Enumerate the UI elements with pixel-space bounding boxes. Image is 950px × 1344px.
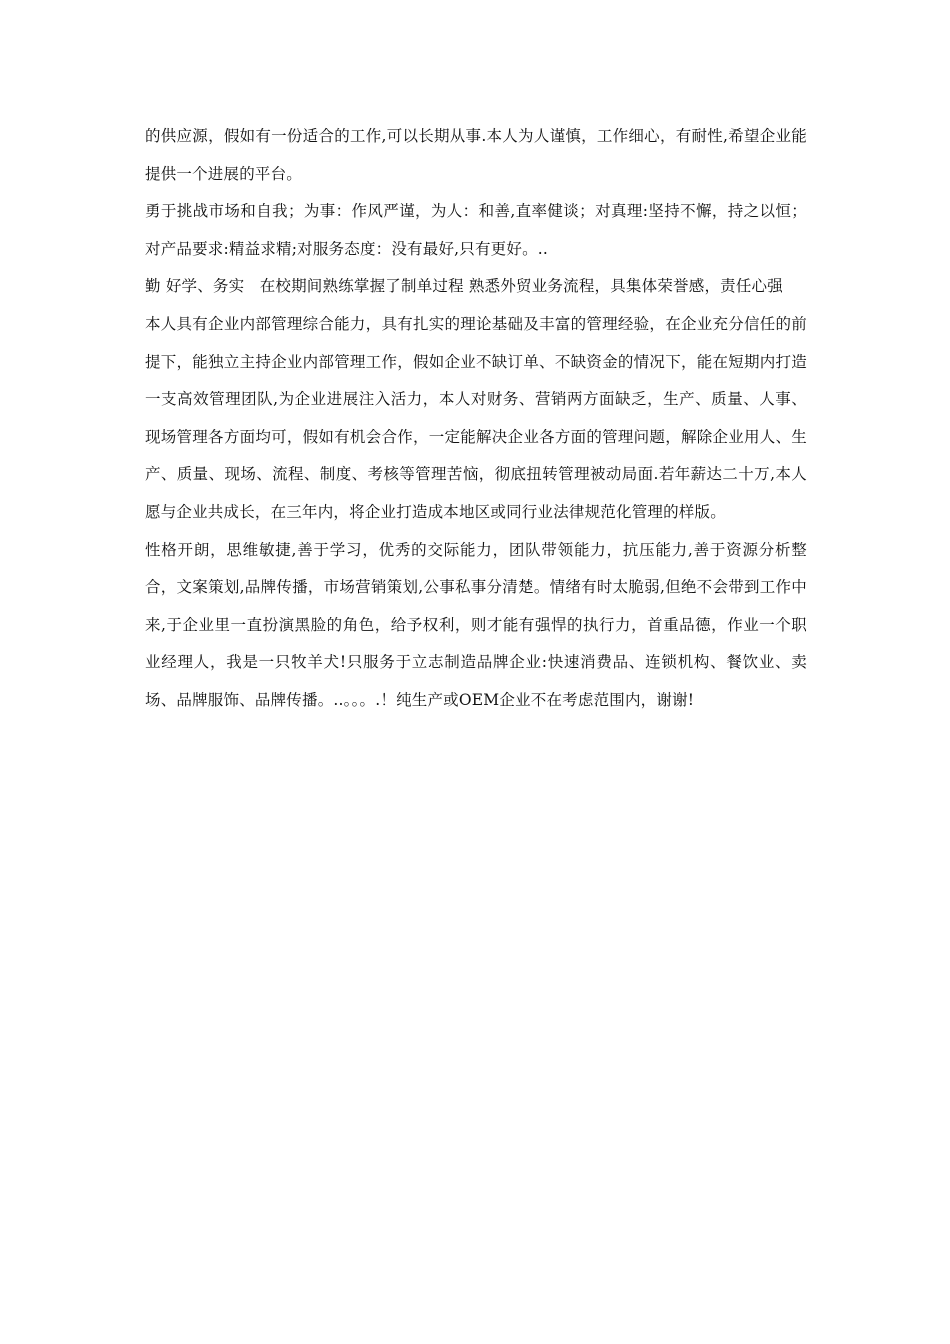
paragraph-challenge: 勇于挑战市场和自我；为事：作风严谨，为人：和善,直率健谈；对真理:坚持不懈，持之以恒；对产品要求:精益求精;对服务态度：没有最好,只有更好。.. (145, 202, 807, 258)
document-body (145, 118, 807, 720)
paragraph-supply-source: 的供应源，假如有一份适合的工作,可以长期从事.本人为人谨慎，工作细心，有耐性,希望企业能提供一个进展的平台。 (145, 127, 807, 183)
paragraph-management: 本人具有企业内部管理综合能力，具有扎实的理论基础及丰富的管理经验，在企业充分信任的前提下，能独立主持企业内部管理工作，假如企业不缺订单、不缺资金的情况下，能在短期内打造一支高效管理团队,为企业进展注入活力，本人对财务、营销两方面缺乏，生产、质量、人事、现场管理各方面均可，假如有机会合作，一定能解决企业各方面的管理问题，解除企业用人、生产、质量、现场、流程、制度、考核等管理苦恼，彻底扭转管理被动局面.若年薪达二十万,本人愿与企业共成长，在三年内，将企业打造成本地区或同行业法律规范化管理的样版。 (145, 314, 807, 521)
paragraph-personality: 性格开朗，思维敏捷,善于学习，优秀的交际能力，团队带领能力，抗压能力,善于资源分析整合，文案策划,品牌传播，市场营销策划,公事私事分清楚。情绪有时太脆弱,但绝不会带到工作中来,于企业里一直扮演黑脸的角色，给予权利，则才能有强悍的执行力，首重品德，作业一个职业经理人，我是一只牧羊犬!只服务于立志制造品牌企业:快速消费品、连锁机构、餐饮业、卖场、品牌服饰、品牌传播。..。。。.！纯生产或OEM企业不在考虑范围内，谢谢! (145, 540, 807, 709)
paragraph-diligent: 勤 好学、务实 在校期间熟练掌握了制单过程 熟悉外贸业务流程，具集体荣誉感，责任心强 (145, 277, 783, 296)
